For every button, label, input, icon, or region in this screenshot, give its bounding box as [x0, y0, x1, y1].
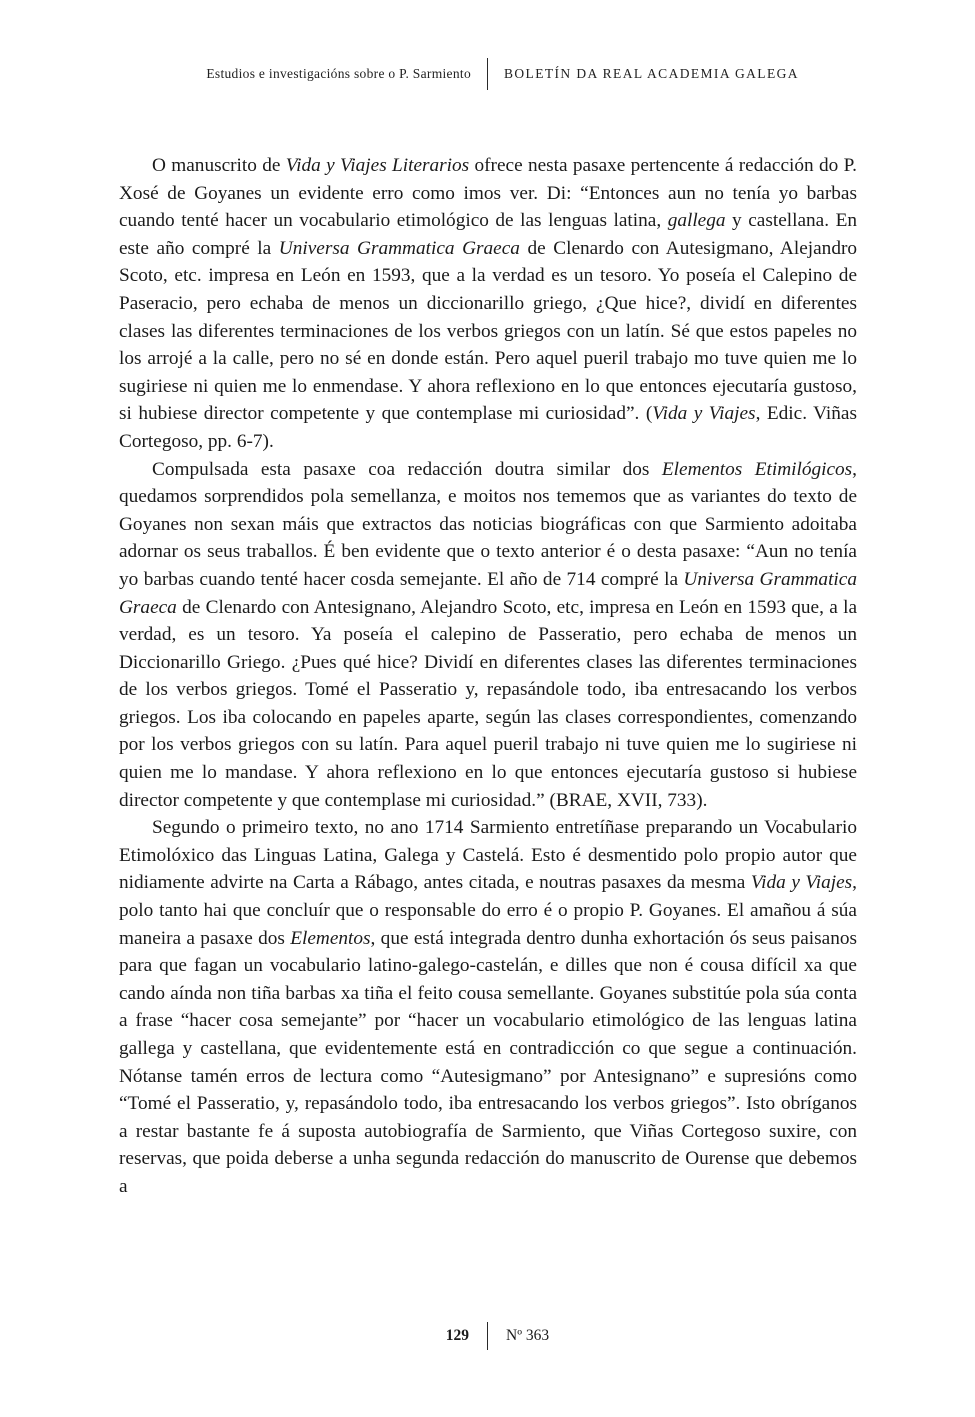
text-run: , polo tanto hai que concluír que o responsable do erro é o propio P. Goyanes. El amañou á súa maneira a pasaxe dos — [119, 872, 857, 949]
italic-text-run: Universa Grammatica Graeca — [119, 568, 857, 618]
paragraph — [119, 456, 857, 815]
text-run: , que está integrada dentro dunha exhortación ós seus paisanos para que fagan un vocabulario latino-galego-castelán, e dilles que non é cousa difícil xa que cando aínda non tiña barbas xa tiña el feito cousa semellante. Goyanes substitúe pola súa conta a frase “hacer cosa semejante” por “hacer un vocabulario etimológico de las lenguas latina gallega y castellana, que evidentemente está en contradicción co que segue a continuación. Nótanse tamén erros de lectura como “Autesigmano” por Antesignano” e supresións como “Tomé el Passeratio, y, repasándolo todo, iba entresacando los verbos griegos”. Isto obríganos a restar bastante fe á suposta autobiografía de Sarmiento, que Viñas Cortegoso suxire, con reservas, que poida deberse a unha segunda redacción do manuscrito de Ourense que debemos a — [119, 927, 857, 1197]
text-run: de Clenardo con Autesigmano, Alejandro Scoto, etc. impresa en León en 1593, que a la verdad es un tesoro. Yo poseía el Calepino de Paseracio, pero echaba de menos un diccionarillo griego, ¿Que hice?, dividí en diferentes clases las diferentes terminaciones de los verbos griegos con un latín. Sé que estos papeles no los arrojé a la calle, pero no sé en donde están. Pero aquel pueril trabajo mo tuve quien me lo sugiriese ni quien me lo enmendase. Y ahora reflexiono en lo que entonces ejecutaría gustoso, si hubiese director competente y que contemplase mi curiosidad”. ( — [119, 237, 858, 425]
italic-text-run: Vida y Viajes — [750, 872, 853, 894]
running-header — [0, 58, 975, 90]
page-footer — [0, 1322, 975, 1350]
header-journal-title: BOLETÍN DA REAL ACADEMIA GALEGA — [504, 66, 799, 81]
text-run: de Clenardo con Antesignano, Alejandro Scoto, etc, impresa en León en 1593 que, a la verdad, es un tesoro. Ya poseía el calepino de Passeratio, pero echaba de menos un Diccionarillo Griego. ¿Pues qué hice? Dividí en diferentes clases las diferentes terminaciones de los verbos griegos. Tomé el Passeratio y, repasándole todo, iba entresacando los verbos griegos. Los iba colocando en papeles aparte, según las clases correspondientes, comenzando por los verbos griegos con su latín. Para aquel pueril trabajo ni tuve quien me lo sugiriese ni quien me lo mandase. Y ahora reflexiono en lo que entonces ejecutaría gustoso si hubiese director competente y que contemplase mi curiosidad.” (BRAE, XVII, 733). — [119, 596, 857, 811]
italic-text-run: Vida y Viajes Literarios — [285, 155, 470, 176]
header-section-title: Estudios e investigacións sobre o P. Sarmiento — [206, 66, 471, 81]
italic-text-run: Elementos Etimilógicos — [661, 458, 853, 480]
italic-text-run: Vida y Viajes — [652, 403, 756, 425]
text-run: O manuscrito de — [152, 155, 286, 176]
text-run: Compulsada esta pasaxe coa redacción doutra similar dos — [152, 458, 662, 480]
italic-text-run: gallega — [667, 210, 726, 232]
paragraph — [119, 152, 857, 456]
page-number: 129 — [445, 1327, 469, 1344]
text-run: Segundo o primeiro texto, no ano 1714 Sarmiento entretíñase preparando un Vocabulario Etimolóxico das Linguas Latina, Galega y Castelá. Esto é desmentido polo propio autor que nidiamente advirte na Carta a Rábago, antes citada, e noutras pasaxes da mesma — [119, 817, 857, 894]
page-body — [119, 152, 857, 1201]
text-run: , Edic. Viñas Cortegoso, pp. 6-7). — [119, 403, 857, 452]
paragraph — [119, 814, 857, 1200]
italic-text-run: Universa Grammatica Graeca — [278, 237, 520, 259]
issue-number: Nº 363 — [506, 1327, 550, 1344]
italic-text-run: Elementos — [290, 927, 371, 949]
text-run: y castellana. En este año compré la — [119, 210, 857, 259]
text-run: ofrece nesta pasaxe pertencente á redacción do P. Xosé de Goyanes un evidente erro como imos ver. Di: “Entonces aun no tenía yo barbas cuando tenté hacer un vocabulario etimológico de las lenguas latina, — [119, 155, 857, 232]
text-run: , quedamos sorprendidos pola semellanza, e moitos nos tememos que as variantes do texto de Goyanes non sexan máis que extractos das noticias biográficas con que Sarmiento adoitaba adornar os seus traballos. É ben evidente que o texto anterior é o desta pasaxe: “Aun no tenía yo barbas cuando tenté hacer cosda semejante. El año de 714 compré la — [119, 458, 857, 590]
